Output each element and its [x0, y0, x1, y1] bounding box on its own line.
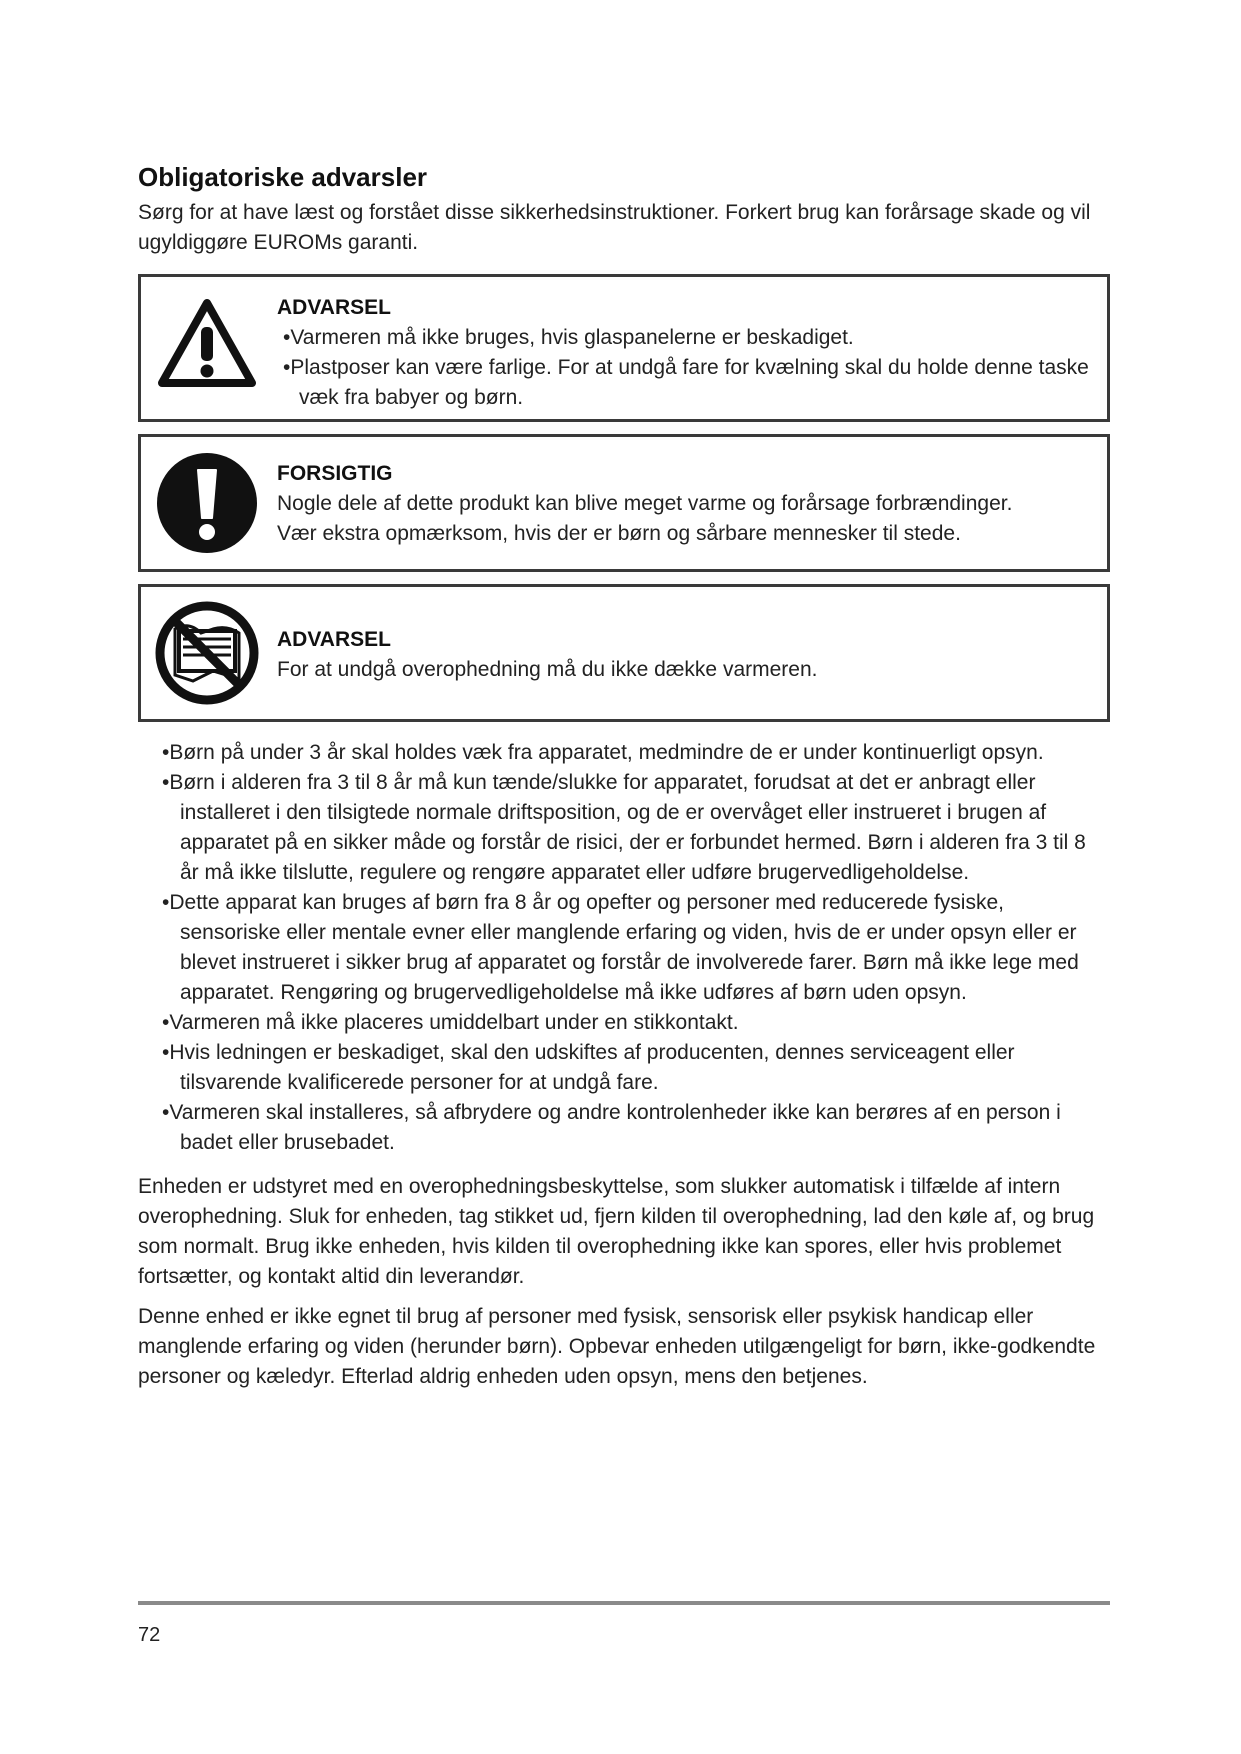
- list-item: •Varmeren må ikke placeres umiddelbart under en stikkontakt.: [162, 1011, 739, 1034]
- list-item: •Varmeren skal installeres, så afbrydere og andre kontrolenheder ikke kan berøres af en person i badet eller brusebadet.: [162, 1101, 1061, 1154]
- suitability-paragraph: Denne enhed er ikke egnet til brug af personer med fysisk, sensorisk eller psykisk handicap eller manglende erfaring og viden (herunder børn). Opbevar enheden utilgængeligt for børn, ikke-godkendte personer og kæledyr. Efterlad aldrig enheden uden opsyn, mens den betjenes.: [138, 1305, 1096, 1388]
- caution-box: [138, 434, 1110, 572]
- footer-divider: [138, 1601, 1110, 1605]
- page-title: Obligatoriske advarsler: [138, 162, 428, 192]
- warning-box-3-text: [277, 625, 1091, 685]
- do-not-cover-icon: [151, 597, 263, 709]
- page-content: [138, 160, 1108, 1392]
- list-item: •Dette apparat kan bruges af børn fra 8 år og opefter og personer med reducerede fysiske, sensoriske eller mentale evner eller manglende erfaring og viden, hvis de er under opsyn eller er blevet instrueret i sikker brug af apparatet og forstår de involverede farer. Børn må ikke lege med apparatet. Rengøring og brugervedligeholdelse må ikke udføres af børn uden opsyn.: [162, 891, 1079, 1004]
- warning-box-1-bullet: •Varmeren må ikke bruges, hvis glaspanelerne er beskadiget.: [283, 326, 854, 349]
- overheating-paragraph: Enheden er udstyret med en overophedningsbeskyttelse, som slukker automatisk i tilfælde af intern overophedning. Sluk for enheden, tag stikket ud, fjern kilden til overophedning, lad den køle af, og brug som normalt. Brug ikke enheden, hvis kilden til overophedning ikke kan spores, eller hvis problemet fortsætter, og kontakt altid din leverandør.: [138, 1175, 1095, 1288]
- list-item: •Børn i alderen fra 3 til 8 år må kun tænde/slukke for apparatet, forudsat at det er anbragt eller installeret i den tilsigtede normale driftsposition, og de er overvåget eller instrueret i brugen af apparatet på en sikker måde og forstår de risici, der er forbundet hermed. Børn i alderen fra 3 til 8 år må ikke tilslutte, regulere og rengøre apparatet eller udføre brugervedligeholdelse.: [162, 771, 1086, 884]
- warning-box-1-text: [277, 293, 1091, 413]
- exclamation-circle-icon: [151, 447, 263, 559]
- warning-box-1-bullet: •Plastposer kan være farlige. For at undgå fare for kvælning skal du holde denne taske væk fra babyer og børn.: [283, 356, 1089, 409]
- warning-box-3-line: For at undgå overophedning må du ikke dække varmeren.: [277, 658, 818, 681]
- caution-box-line: Vær ekstra opmærksom, hvis der er børn og sårbare mennesker til stede.: [277, 522, 961, 545]
- warning-box-3: [138, 584, 1110, 722]
- warning-triangle-icon: [151, 287, 263, 399]
- warning-box-1: [138, 274, 1110, 422]
- intro-text: Sørg for at have læst og forstået disse sikkerhedsinstruktioner. Forkert brug kan forårsage skade og vil ugyldiggøre EUROMs garanti.: [138, 201, 1091, 254]
- list-item: •Hvis ledningen er beskadiget, skal den udskiftes af producenten, dennes serviceagent eller tilsvarende kvalificerede personer for at undgå fare.: [162, 1041, 1015, 1094]
- caution-box-line: Nogle dele af dette produkt kan blive meget varme og forårsage forbrændinger.: [277, 492, 1013, 515]
- warning-box-1-title: ADVARSEL: [277, 296, 391, 319]
- caution-box-text: [277, 459, 1091, 549]
- caution-box-title: FORSIGTIG: [277, 462, 393, 485]
- warning-box-3-title: ADVARSEL: [277, 628, 391, 651]
- list-item: •Børn på under 3 år skal holdes væk fra apparatet, medmindre de er under kontinuerligt opsyn.: [162, 741, 1044, 764]
- page-number: 72: [138, 1624, 161, 1646]
- safety-bullet-list: [138, 738, 1108, 1158]
